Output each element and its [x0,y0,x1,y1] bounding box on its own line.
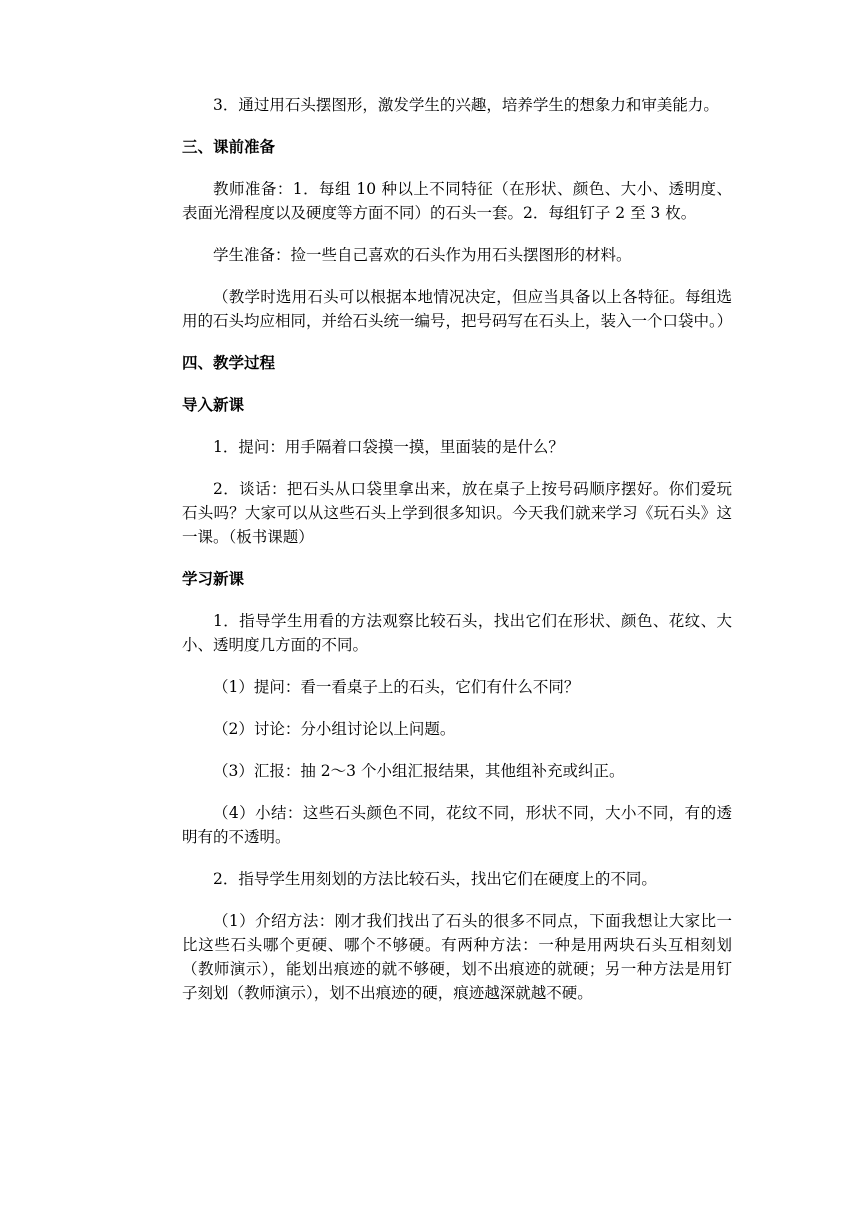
heading-new-lesson: 学习新课 [182,570,245,588]
paragraph-goal-3: 3．通过用石头摆图形，激发学生的兴趣，培养学生的想象力和审美能力。 [213,96,719,114]
paragraph-student-prep: 学生准备：捡一些自己喜欢的石头作为用石头摆图形的材料。 [213,246,632,264]
paragraph-intro-talk: 2．谈话：把石头从口袋里拿出来，放在桌子上按号码顺序摆好。你们爱玩石头吗？大家可以从这些石头上学到很多知识。今天我们就来学习《玩石头》这一课。（板书课题） [182,480,732,546]
paragraph-intro-question: 1．提问：用手隔着口袋摸一摸，里面装的是什么？ [213,438,564,456]
heading-introduction: 导入新课 [182,396,245,414]
paragraph-step-summary: （4）小结：这些石头颜色不同，花纹不同，形状不同，大小不同，有的透明有的不透明。 [182,804,732,846]
paragraph-step-question: （1）提问：看一看桌子上的石头，它们有什么不同？ [213,678,580,696]
document-page [182,93,732,1023]
paragraph-prep-note: （教学时选用石头可以根据本地情况决定，但应当具备以上各特征。每组选用的石头均应相同，并给石头统一编号，把号码写在石头上，装入一个口袋中。） [182,288,733,330]
paragraph-teacher-prep: 教师准备：1．每组 10 种以上不同特征（在形状、颜色、大小、透明度、表面光滑程度以及硬度等方面不同）的石头一套。2．每组钉子 2 至 3 枚。 [182,180,732,222]
paragraph-method-intro: （1）介绍方法：刚才我们找出了石头的很多不同点，下面我想让大家比一比这些石头哪个更硬、哪个不够硬。有两种方法：一种是用两块石头互相刻划（教师演示），能划出痕迹的就不够硬，划不出痕迹的就硬；另一种方法是用钉子刻划（教师演示），划不出痕迹的硬，痕迹越深就越不硬。 [182,912,732,1002]
heading-preparation: 三、课前准备 [182,138,276,156]
paragraph-observe-stones: 1．指导学生用看的方法观察比较石头，找出它们在形状、颜色、花纹、大小、透明度几方面的不同。 [182,612,732,654]
heading-teaching-process: 四、教学过程 [182,354,276,372]
paragraph-hardness: 2．指导学生用刻划的方法比较石头，找出它们在硬度上的不同。 [213,870,657,888]
paragraph-step-report: （3）汇报：抽 2～3 个小组汇报结果，其他组补充或纠正。 [213,762,625,780]
paragraph-step-discuss: （2）讨论：分小组讨论以上问题。 [213,720,456,738]
